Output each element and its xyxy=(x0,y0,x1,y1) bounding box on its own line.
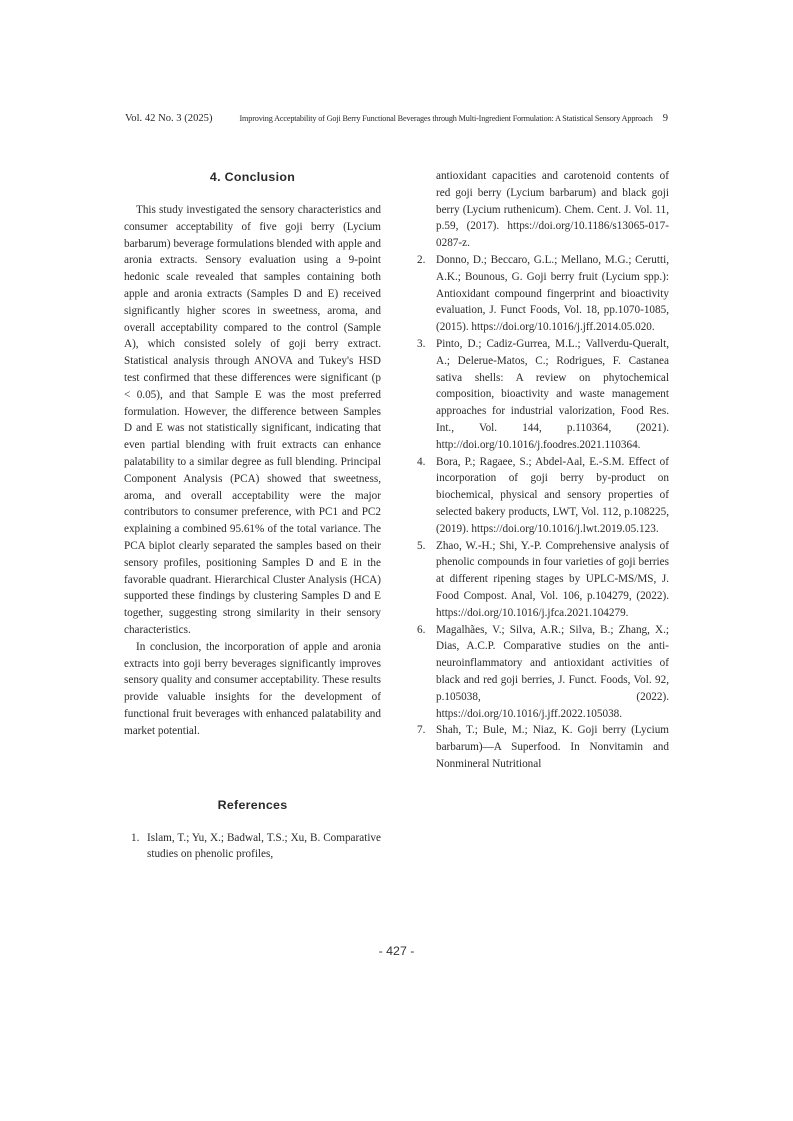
header-page-number: 9 xyxy=(662,113,668,124)
conclusion-paragraph-2: In conclusion, the incorporation of apple and aronia extracts into goji berry beverages significantly improves sensory quality and consumer acceptability. These results provide valuable insights for the development of functional fruit beverages with enhanced palatability and market potential. xyxy=(124,640,381,737)
reference-text-continued: antioxidant capacities and carotenoid contents of red goji berry (Lycium barbarum) and black goji berry (Lycium ruthenicum). Chem. Cent. J. Vol. 11, p.59, (2017). https://doi.org/10.1186/s13065-017-0287-z. xyxy=(436,170,669,250)
conclusion-paragraph-1: This study investigated the sensory characteristics and consumer acceptability of five goji berry (Lycium barbarum) beverage formulations blended with apple and aronia extracts. Sensory evaluation using a 9-point hedonic scale revealed that samples containing both apple and aronia extracts (Samples D and E) received significantly higher scores in sweetness, aroma, and overall acceptability compared to the control (Sample A), which consisted solely of goji berry extract. Statistical analysis through ANOVA and Tukey's HSD test confirmed that these differences were significant (p < 0.05), and that Sample E was the most preferred formulation. However, the difference between Samples D and E was not statistically significant, indicating that even partial blending with fruit extracts can enhance palatability to a similar degree as full blending. Principal Component Analysis (PCA) showed that sweetness, aroma, and overall acceptability were the major contributors to consumer preference, with PC1 and PC2 explaining a combined 95.61% of the total variance. The PCA biplot clearly separated the samples based on their sensory profiles, positioning Samples D and E in the favorable quadrant. Hierarchical Cluster Analysis (HCA) supported these findings by clustering Samples D and E together, suggesting strong similarity in their sensory characteristics. xyxy=(124,204,381,636)
reference-item xyxy=(417,252,669,336)
reference-text: Zhao, W.-H.; Shi, Y.-P. Comprehensive analysis of phenolic compounds in four varieties of goji berries at different ripening stages by UPLC-MS/MS, J. Food Compost. Anal, Vol. 106, p.104279, (2022). https://doi.org/10.1016/j.jfca.2021.104279. xyxy=(436,539,669,619)
reference-item xyxy=(124,830,381,864)
reference-number: 5. xyxy=(417,539,426,552)
running-title-block xyxy=(239,112,668,126)
right-column xyxy=(417,168,669,773)
reference-item xyxy=(417,538,669,622)
reference-item xyxy=(417,722,669,772)
reference-text: Bora, P.; Ragaee, S.; Abdel-Aal, E.-S.M. Effect of incorporation of goji berry by-product on biochemical, physical and sensory properties of selected bakery products, LWT, Vol. 112, p.108225, (2019). https://doi.org/10.1016/j.lwt.2019.05.123. xyxy=(436,455,669,535)
reference-item-continued xyxy=(417,168,669,252)
conclusion-heading: 4. Conclusion xyxy=(209,170,296,184)
reference-number: 6. xyxy=(417,623,426,636)
reference-item xyxy=(417,336,669,454)
reference-item xyxy=(417,622,669,723)
reference-number: 4. xyxy=(417,455,426,468)
reference-text: Donno, D.; Beccaro, G.L.; Mellano, M.G.; Cerutti, A.K.; Bounous, G. Goji berry fruit (Lycium spp.): Antioxidant compound fingerprint and bioactivity evaluation, J. Funct Foods, Vol. 18, pp.1070-1085, (2015). https://doi.org/10.1016/j.jff.2014.05.020. xyxy=(436,253,669,334)
reference-item xyxy=(417,454,669,538)
running-header xyxy=(125,112,668,126)
left-column xyxy=(124,168,381,863)
reference-number: 1. xyxy=(131,831,140,844)
reference-text: Pinto, D.; Cadiz-Gurrea, M.L.; Vallverdu-Queralt, A.; Delerue-Matos, C.; Rodrigues, F. Castanea sativa shells: A review on phytochemical composition, bioactivity and waste management approaches for industrial valorization, Food Res. Int., Vol. 144, p.110364, (2021). http://doi.org/10.1016/j.foodres.2021.110364. xyxy=(436,337,669,451)
journal-volume: Vol. 42 No. 3 (2025) xyxy=(125,113,213,124)
running-title: Improving Acceptability of Goji Berry Functional Beverages through Multi-Ingredient Formulation: A Statistical Sensory Approach xyxy=(239,114,653,123)
reference-text: Shah, T.; Bule, M.; Niaz, K. Goji berry (Lycium barbarum)—A Superfood. In Nonvitamin and Nonmineral Nutritional xyxy=(436,724,669,770)
reference-text: Magalhães, V.; Silva, A.R.; Silva, B.; Zhang, X.; Dias, A.C.P. Comparative studies on the anti-neuroinflammatory and antioxidant activities of black and red goji berries, J. Funct. Foods, Vol. 92, p.105038, (2022). https://doi.org/10.1016/j.jff.2022.105038. xyxy=(436,623,669,720)
references-heading: References xyxy=(217,797,288,812)
reference-number: 7. xyxy=(417,724,426,737)
reference-text-part: Islam, T.; Yu, X.; Badwal, T.S.; Xu, B. Comparative studies on phenolic profiles, xyxy=(147,831,381,861)
reference-number: 3. xyxy=(417,337,426,350)
page-footer-number: - 427 - xyxy=(378,944,415,958)
reference-number: 2. xyxy=(417,253,426,266)
